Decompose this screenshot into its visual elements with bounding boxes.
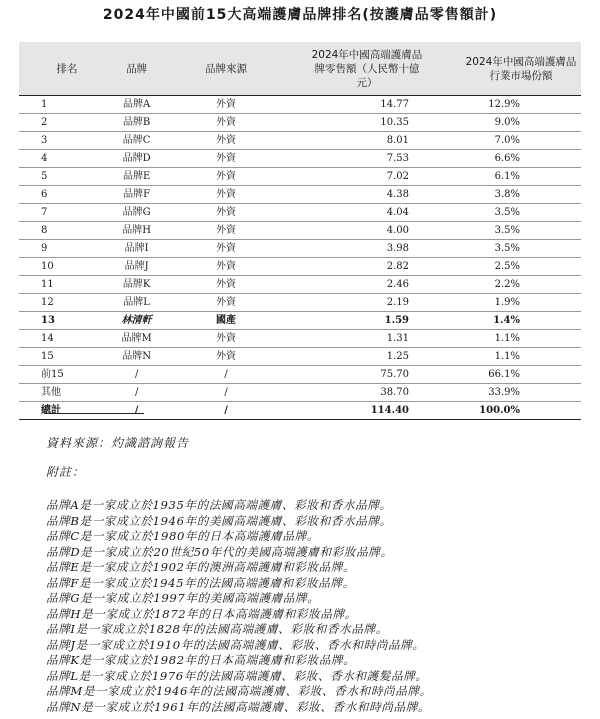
note-item: 品牌G是一家成立於1997年的美國高端護膚品牌。	[46, 591, 320, 605]
cell-source: 外資	[179, 204, 273, 222]
cell-source: 外資	[179, 150, 273, 168]
cell-share: 6.1%	[460, 168, 581, 186]
table-row	[19, 348, 581, 366]
cell-sales: 4.00	[273, 222, 460, 240]
cell-sales: 2.46	[273, 276, 460, 294]
notes-heading: 附註：	[46, 465, 86, 479]
note-item: 品牌N是一家成立於1961年的法國高端護膚、彩妝、香水和時尚品牌。	[46, 699, 431, 714]
table-row	[19, 132, 581, 150]
cell-rank: 前15	[19, 366, 94, 384]
cell-rank: 6	[19, 186, 94, 204]
cell-rank: 7	[19, 204, 94, 222]
cell-source: 外資	[179, 240, 273, 258]
cell-share: 3.5%	[460, 240, 581, 258]
cell-sales: 10.35	[273, 114, 460, 132]
cell-rank: 15	[19, 348, 94, 366]
cell-source: 外資	[179, 222, 273, 240]
header-share	[460, 42, 581, 96]
table-row	[19, 204, 581, 222]
ranking-table	[19, 42, 581, 420]
header-sales	[273, 42, 460, 96]
cell-brand: 品牌H	[94, 222, 179, 240]
cell-source: 外資	[179, 348, 273, 366]
note-item: 品牌E是一家成立於1902年的澳洲高端護膚和彩妝品牌。	[46, 560, 356, 574]
table-header-row	[19, 42, 581, 96]
header-source: 品牌來源	[179, 42, 273, 96]
table-row	[19, 258, 581, 276]
cell-share: 3.5%	[460, 204, 581, 222]
table-row	[19, 240, 581, 258]
table-row	[19, 384, 581, 402]
table-row	[19, 402, 581, 420]
note-item: 品牌A是一家成立於1935年的法國高端護膚、彩妝和香水品牌。	[46, 498, 392, 512]
table-row	[19, 96, 581, 114]
cell-rank: 14	[19, 330, 94, 348]
cell-brand: 品牌N	[94, 348, 179, 366]
header-share-label: 2024年中國高端護膚品行業市場份額	[465, 55, 577, 82]
cell-brand: 品牌L	[94, 294, 179, 312]
cell-source: 外資	[179, 114, 273, 132]
cell-sales: 4.38	[273, 186, 460, 204]
table-body	[19, 96, 581, 420]
table-row	[19, 330, 581, 348]
table-row	[19, 186, 581, 204]
cell-share: 12.9%	[460, 96, 581, 114]
cell-brand: 林清軒	[94, 312, 179, 330]
cell-share: 2.5%	[460, 258, 581, 276]
cell-rank: 9	[19, 240, 94, 258]
cell-source: 外資	[179, 330, 273, 348]
note-item: 品牌C是一家成立於1980年的日本高端護膚品牌。	[46, 529, 320, 543]
cell-share: 1.1%	[460, 348, 581, 366]
cell-sales: 7.53	[273, 150, 460, 168]
cell-brand: 品牌I	[94, 240, 179, 258]
cell-source: 外資	[179, 258, 273, 276]
cell-sales: 1.59	[273, 312, 460, 330]
cell-rank: 總計	[19, 402, 94, 420]
cell-source: 外資	[179, 132, 273, 150]
cell-rank: 其他	[19, 384, 94, 402]
cell-source: 外資	[179, 168, 273, 186]
cell-brand: 品牌M	[94, 330, 179, 348]
cell-brand: 品牌J	[94, 258, 179, 276]
cell-brand: 品牌E	[94, 168, 179, 186]
cell-brand: 品牌C	[94, 132, 179, 150]
cell-brand: 品牌B	[94, 114, 179, 132]
cell-sales: 2.19	[273, 294, 460, 312]
cell-share: 1.9%	[460, 294, 581, 312]
cell-brand: /	[94, 402, 179, 420]
cell-brand: 品牌K	[94, 276, 179, 294]
cell-share: 7.0%	[460, 132, 581, 150]
cell-share: 9.0%	[460, 114, 581, 132]
table-row	[19, 222, 581, 240]
cell-brand: 品牌F	[94, 186, 179, 204]
cell-brand: 品牌D	[94, 150, 179, 168]
cell-rank: 2	[19, 114, 94, 132]
cell-sales: 114.40	[273, 402, 460, 420]
cell-share: 6.6%	[460, 150, 581, 168]
cell-rank: 1	[19, 96, 94, 114]
cell-source: 外資	[179, 96, 273, 114]
cell-sales: 38.70	[273, 384, 460, 402]
note-item: 品牌B是一家成立於1946年的美國高端護膚、彩妝和香水品牌。	[46, 513, 392, 528]
cell-source: 外資	[179, 276, 273, 294]
page-title: 2024年中國前15大高端護膚品牌排名(按護膚品零售額計)	[102, 7, 498, 23]
notes-list	[46, 498, 432, 715]
cell-sales: 4.04	[273, 204, 460, 222]
cell-rank: 4	[19, 150, 94, 168]
cell-share: 1.4%	[460, 312, 581, 330]
cell-source: /	[179, 402, 273, 420]
cell-source: 外資	[179, 294, 273, 312]
cell-sales: 3.98	[273, 240, 460, 258]
table-row	[19, 366, 581, 384]
cell-source: 國產	[179, 312, 273, 330]
cell-share: 1.1%	[460, 330, 581, 348]
header-brand: 品牌	[94, 42, 179, 96]
note-item: 品牌J是一家成立於1910年的法國高端護膚、彩妝、香水和時尚品牌。	[46, 637, 425, 652]
header-rank: 排名	[19, 42, 94, 96]
note-item: 品牌M是一家成立於1946年的法國高端護膚、彩妝、香水和時尚品牌。	[46, 684, 432, 698]
note-item: 品牌D是一家成立於20世紀50年代的美國高端護膚和彩妝品牌。	[46, 544, 393, 559]
cell-source: 外資	[179, 186, 273, 204]
cell-brand: 品牌A	[94, 96, 179, 114]
note-item: 品牌F是一家成立於1945年的法國高端護膚和彩妝品牌。	[46, 575, 355, 590]
note-item: 品牌L是一家成立於1976年的法國高端護膚、彩妝、香水和護髮品牌。	[46, 668, 428, 683]
cell-sales: 14.77	[273, 96, 460, 114]
table-row	[19, 276, 581, 294]
cell-sales: 7.02	[273, 168, 460, 186]
table-row	[19, 168, 581, 186]
cell-sales: 2.82	[273, 258, 460, 276]
cell-share: 2.2%	[460, 276, 581, 294]
footnote-divider	[44, 413, 144, 414]
cell-sales: 75.70	[273, 366, 460, 384]
cell-source: /	[179, 384, 273, 402]
cell-share: 100.0%	[460, 402, 581, 420]
source-note: 資料來源：灼識諮詢報告	[46, 436, 190, 450]
cell-brand: /	[94, 366, 179, 384]
cell-rank: 11	[19, 276, 94, 294]
note-item: 品牌I是一家成立於1828年的法國高端護膚、彩妝和香水品牌。	[46, 622, 388, 636]
table-row	[19, 150, 581, 168]
cell-sales: 1.25	[273, 348, 460, 366]
cell-rank: 8	[19, 222, 94, 240]
cell-share: 33.9%	[460, 384, 581, 402]
cell-rank: 12	[19, 294, 94, 312]
note-item: 品牌H是一家成立於1872年的日本高端護膚和彩妝品牌。	[46, 606, 357, 621]
table-row	[19, 312, 581, 330]
cell-source: /	[179, 366, 273, 384]
cell-rank: 5	[19, 168, 94, 186]
note-item: 品牌K是一家成立於1982年的日本高端護膚和彩妝品牌。	[46, 653, 356, 667]
cell-rank: 13	[19, 312, 94, 330]
cell-rank: 3	[19, 132, 94, 150]
table-row	[19, 114, 581, 132]
cell-share: 66.1%	[460, 366, 581, 384]
cell-sales: 8.01	[273, 132, 460, 150]
cell-sales: 1.31	[273, 330, 460, 348]
table-row	[19, 294, 581, 312]
cell-share: 3.5%	[460, 222, 581, 240]
cell-rank: 10	[19, 258, 94, 276]
cell-brand: 品牌G	[94, 204, 179, 222]
cell-share: 3.8%	[460, 186, 581, 204]
header-sales-label: 2024年中國高端護膚品牌零售額（人民幣十億元）	[311, 48, 423, 89]
cell-brand: /	[94, 384, 179, 402]
